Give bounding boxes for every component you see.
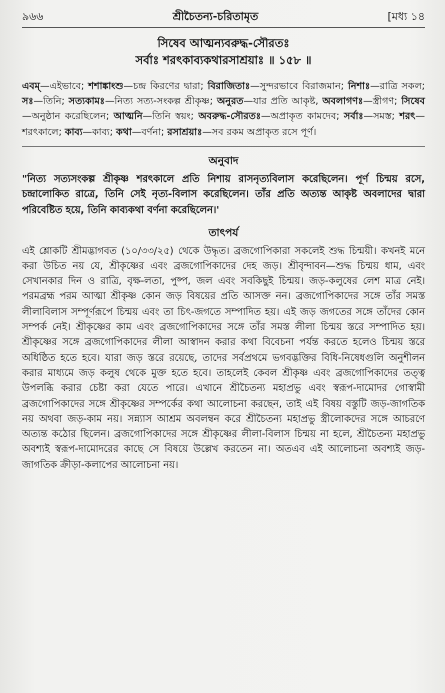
translation-text: "নিত্য সত্যসংকল্প শ্রীকৃষ্ণ শরৎকালে প্রতি নিশায় রাসনৃত্যবিলাস করেছিলেন। পূর্ণ চিন্ময় রসে, চন্দ্রালোকিত রাত্রে, তিনি সেই নৃত্য-বিলাস করেছিলেন। তাঁর প্রতি অত্যন্ত আকৃষ্ট অবলাদের দ্বারা পরিবেষ্টিত হয়ে, তিনি কাব্যকথা বর্ণনা করেছিলেন।': [22, 173, 425, 216]
synonym-term: সর্বাঃ: [343, 111, 364, 123]
translation-heading: অনুবাদ: [208, 154, 239, 167]
verse-line-2: সর্বাঃ শরৎকাব্যকথারসাশ্রয়াঃ ॥ ১৫৮ ॥: [135, 53, 312, 67]
synonym-term: নিশাঃ: [348, 81, 371, 92]
synonym-meaning: শরৎকালে;: [22, 126, 62, 138]
synonym-meaning: কাব্য;: [92, 126, 113, 138]
synonym-meaning: তিনি স্বয়ং;: [152, 111, 194, 123]
purport-text: এই শ্লোকটি শ্রীমদ্ভাগবত (১০/৩৩/২৫) থেকে উদ্ধৃত। ব্রজগোপিকারা সকলেই শুদ্ধ চিন্ময়ী। কখনই মনে করা উচিত নয় যে, শ্রীকৃষ্ণের এবং ব্রজগোপিকাদের দেহ জড়। শ্রীবৃন্দাবন—শুদ্ধ চিন্ময় ধাম, এবং সেখানকার দিন ও রাত্রি, বৃক্ষ-লতা, পুষ্প, জল এবং সবকিছুই চিন্ময়। জড়-কলুষের লেশ মাত্র নেই। পরমব্রহ্ম পরম আত্মা শ্রীকৃষ্ণ কোন জড় বিষয়ের প্রতি আসক্ত নন। ব্রজগোপিকাদের সঙ্গে তাঁর সমস্ত লীলাবিলাস সম্পূর্ণরূপে চিন্ময় এবং তা চিৎ-জগতে সম্পাদিত হয়। এই জড় জগতের সঙ্গে তাঁদের কোন সম্পর্ক নেই। শ্রীকৃষ্ণের কাম এবং ব্রজগোপিকাদের সঙ্গে তাঁর সমস্ত লীলা চিন্ময় স্তরে সম্পাদিত হয়। শ্রীকৃষ্ণের সঙ্গে ব্রজগোপিকাদের লীলা আস্বাদন করার কথা বিবেচনা পর্যন্ত করতে হলেও চিন্ময় স্তরে অধিষ্ঠিত হতে হবে। যারা জড় স্তরে রয়েছে, তাদের সর্বপ্রথমে ভগবদ্ভক্তির বিধি-নিষেধগুলি অনুশীলন করার মাধ্যমে জড় কলুষ থেকে মুক্ত হতে হবে। তাহলেই কেবল শ্রীকৃষ্ণ এবং ব্রজগোপিকাদের তত্ত্ব উপলব্ধি করার চেষ্টা করা যেতে পারে। এখানে শ্রীচৈতন্য মহাপ্রভু এবং স্বরূপ-দামোদর গোস্বামী ব্রজগোপিকাদের সঙ্গে শ্রীকৃষ্ণের সম্পর্কের কথা আলোচনা করছেন, তাই এই বিষয় বস্তুটি জড়-জাগতিক নয় অথবা জড়-কাম নয়। সন্ন্যাস আশ্রম অবলম্বন করে শ্রীচৈতন্য মহাপ্রভু স্ত্রীলোকদের সঙ্গে আচরণে অত্যন্ত কঠোর ছিলেন। ব্রজগোপিকাদের সঙ্গে শ্রীকৃষ্ণের লীলা-বিলাস চিন্ময় না হলে, শ্রীচৈতন্য মহাপ্রভু অবশ্যই স্বরূপ-দামোদরের কাছে সে বিষয়ে উল্লেখ করতেন না। অতএব এই আলোচনা অবশ্যই জড়-জাগতিক ক্রীড়া-কলাপের আলোচনা নয়।: [22, 245, 425, 471]
word-for-word-synonyms: এবম্—এইভাবে; শশাঙ্কাংশু—চন্দ্র কিরণের দ্বারা; বিরাজিতাঃ—সুন্দরভাবে বিরাজমান; নিশাঃ—রাত্রি সকল; সঃ—তিনি; সত্যকামঃ—নিত্য সত্য-সংকল্প শ্রীকৃষ্ণ; অনুরত—যার প্রতি আকৃষ্ট, অবলাগণঃ—স্ত্রীগণ; সিষেব—অনুষ্ঠান করেছিলেন; আত্মনি—তিনি স্বয়ং; অবরুদ্ধ-সৌরতঃ—অপ্রাকৃত কামদেব; সর্বাঃ—সমস্ত; শরৎ—শরৎকালে; কাব্য—কাব্য; কথা—বর্ণনা; রসাশ্রয়াঃ—সব রকম অপ্রাকৃত রসে পূর্ণ।: [22, 81, 425, 138]
synonym-meaning: তিনি;: [43, 96, 65, 108]
synonym-term: বিরাজিতাঃ: [207, 81, 251, 92]
synonym-term: এবম্: [22, 81, 40, 92]
purport-heading: তাৎপর্য: [208, 226, 239, 239]
synonym-term: কথা: [116, 126, 132, 138]
synonym-term: কাব্য: [64, 126, 83, 138]
synonym-meaning: বর্ণনা;: [141, 126, 165, 138]
synonym-meaning: নিত্য সত্য-সংকল্প শ্রীকৃষ্ণ;: [114, 96, 213, 108]
synonym-meaning: যার প্রতি আকৃষ্ট,: [253, 96, 319, 108]
synonym-meaning: অনুষ্ঠান করেছিলেন;: [31, 111, 110, 123]
synonym-meaning: এইভাবে;: [49, 81, 85, 92]
synonym-meaning: চন্দ্র কিরণের দ্বারা;: [133, 81, 204, 92]
synonym-meaning: সুন্দরভাবে বিরাজমান;: [259, 81, 344, 92]
synonym-meaning: সমস্ত;: [373, 111, 395, 123]
running-header: [22, 8, 425, 28]
page-number: ৯৬৬: [22, 10, 44, 23]
synonym-term: সঃ: [22, 96, 34, 108]
synonym-meaning: অপ্রাকৃত কামদেব;: [270, 111, 340, 123]
synonym-term: আত্মনি: [113, 111, 143, 123]
divider: [22, 146, 425, 147]
synonym-meaning: স্ত্রীগণ;: [372, 96, 398, 108]
synonym-meaning: রাত্রি সকল;: [379, 81, 425, 92]
book-title: শ্রীচৈতন্য-চরিতামৃত: [172, 10, 259, 23]
verse-line-1: সিষেব আত্মন্যবরুদ্ধ-সৌরতঃ: [157, 36, 290, 50]
sanskrit-verse: [22, 35, 425, 69]
synonym-term: শরৎ: [399, 111, 416, 123]
synonym-term: অনুরত: [216, 96, 244, 108]
synonym-term: অবলাগণঃ: [322, 96, 364, 108]
synonym-term: সত্যকামঃ: [68, 96, 105, 108]
synonym-term: শশাঙ্কাংশু: [88, 81, 124, 92]
synonym-meaning: সব রকম অপ্রাকৃত রসে পূর্ণ।: [211, 126, 317, 138]
synonym-term: অবরুদ্ধ-সৌরতঃ: [198, 111, 261, 123]
synonym-term: রসাশ্রয়াঃ: [167, 126, 203, 138]
chapter-reference: [মধ্য ১৪: [387, 10, 425, 23]
synonym-term: সিষেব: [401, 96, 425, 108]
